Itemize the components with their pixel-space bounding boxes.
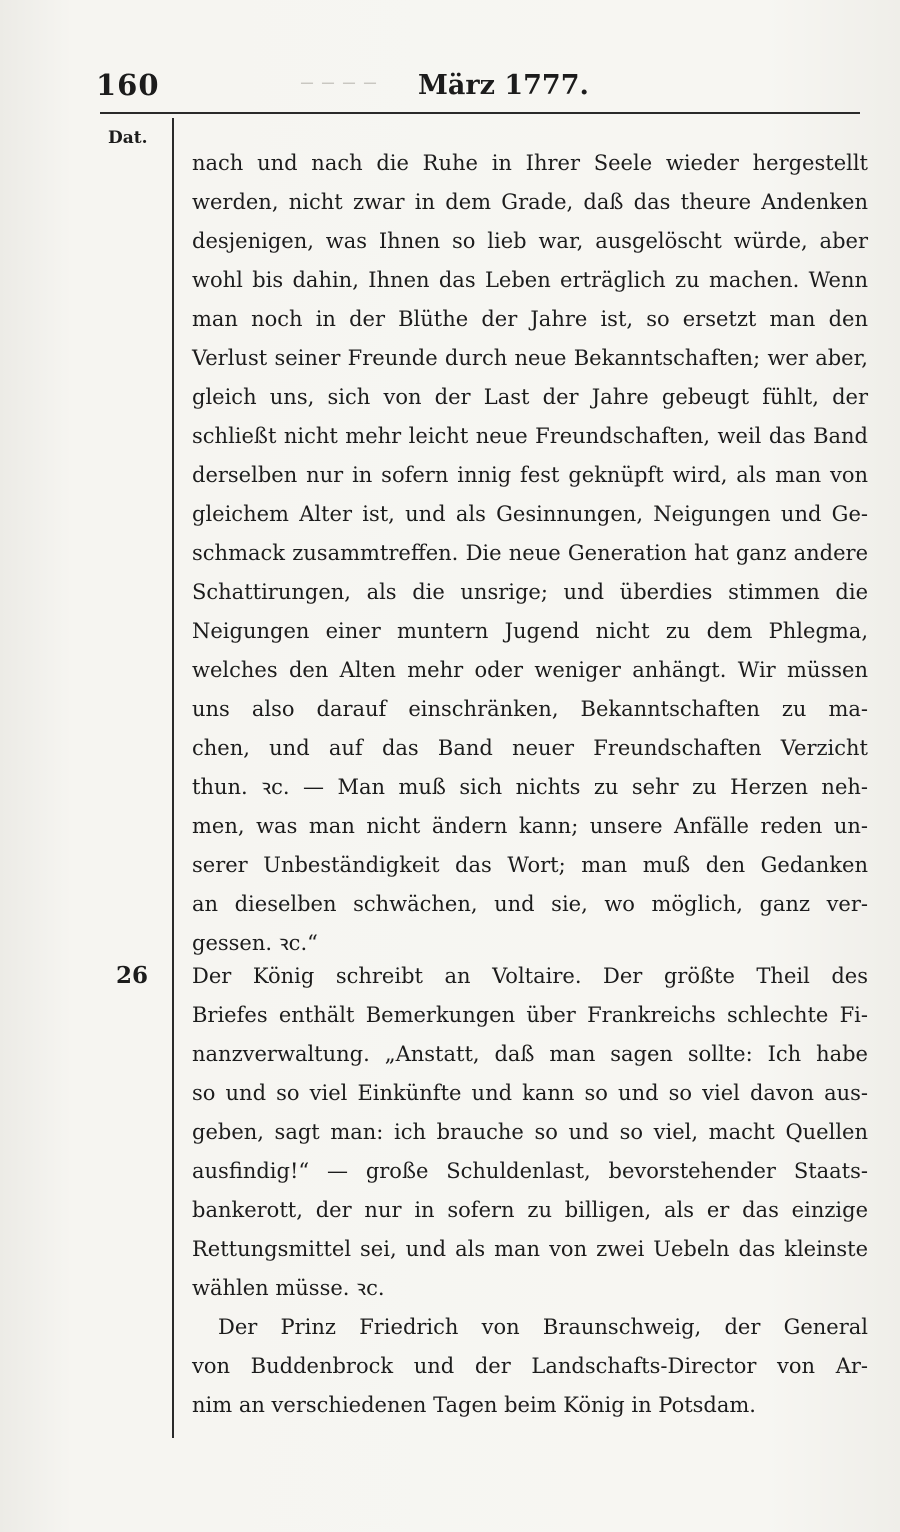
text-line: Der Prinz Friedrich von Braunschweig, der General xyxy=(218,1315,868,1339)
text-line: serer Unbeständigkeit das Wort; man muß den Gedanken xyxy=(192,853,868,877)
text-line: chen, und auf das Band neuer Freundschaften Verzicht xyxy=(192,736,868,760)
text-line: gleich uns, sich von der Last der Jahre gebeugt fühlt, der xyxy=(192,385,868,409)
text-line: werden, nicht zwar in dem Grade, daß das theure Andenken xyxy=(192,190,868,214)
date-column-rule xyxy=(172,118,174,1438)
text-line: Rettungsmittel sei, und als man von zwei Uebeln das kleinste xyxy=(192,1237,868,1261)
text-line: nim an verschiedenen Tagen beim König in Potsdam. xyxy=(192,1393,756,1417)
text-line: von Buddenbrock und der Landschafts-Director von Ar- xyxy=(192,1354,868,1378)
text-line: Schattirungen, als die unsrige; und überdies stimmen die xyxy=(192,580,868,604)
text-line: ausfindig!“ — große Schuldenlast, bevorstehender Staats- xyxy=(192,1159,868,1183)
text-line: Briefes enthält Bemerkungen über Frankreichs schlechte Fi- xyxy=(192,1003,868,1027)
text-line: geben, sagt man: ich brauche so und so viel, macht Quellen xyxy=(192,1120,868,1144)
text-line: bankerott, der nur in sofern zu billigen, als er das einzige xyxy=(192,1198,868,1222)
continued-entry xyxy=(192,144,868,963)
text-line: nach und nach die Ruhe in Ihrer Seele wieder hergestellt xyxy=(192,151,868,175)
text-line: men, was man nicht ändern kann; unsere Anfälle reden un- xyxy=(192,814,868,838)
text-line: Der König schreibt an Voltaire. Der größte Theil des xyxy=(192,964,868,988)
text-line: gleichem Alter ist, und als Gesinnungen, Neigungen und Ge- xyxy=(192,502,868,526)
text-line: man noch in der Blüthe der Jahre ist, so ersetzt man den xyxy=(192,307,868,331)
text-line: derselben nur in sofern innig fest geknüpft wird, als man von xyxy=(192,463,868,487)
text-line: gessen. ꝛc.“ xyxy=(192,931,318,955)
text-line: desjenigen, was Ihnen so lieb war, ausgelöscht würde, aber xyxy=(192,229,868,253)
header-rule xyxy=(100,112,860,114)
page-header xyxy=(88,64,860,108)
text-line: Verlust seiner Freunde durch neue Bekanntschaften; wer aber, xyxy=(192,346,868,370)
text-line: Neigungen einer muntern Jugend nicht zu dem Phlegma, xyxy=(192,619,868,643)
text-line: nanzverwaltung. „Anstatt, daß man sagen sollte: Ich habe xyxy=(192,1042,868,1066)
text-line: schließt nicht mehr leicht neue Freundschaften, weil das Band xyxy=(192,424,868,448)
date-column-label: Dat. xyxy=(108,128,148,148)
page-number: 160 xyxy=(96,68,160,102)
text-line: thun. ꝛc. — Man muß sich nichts zu sehr zu Herzen neh- xyxy=(192,775,868,799)
bleed-through-mark: ‒ ‒ ‒ ‒ xyxy=(300,70,377,95)
text-line: wohl bis dahin, Ihnen das Leben erträglich zu machen. Wenn xyxy=(192,268,868,292)
text-line: schmack zusammtreffen. Die neue Generation hat ganz andere xyxy=(192,541,868,565)
text-line: an dieselben schwächen, und sie, wo möglich, ganz ver- xyxy=(192,892,868,916)
text-line: so und so viel Einkünfte und kann so und so viel davon aus- xyxy=(192,1081,868,1105)
running-head: März 1777. xyxy=(418,70,589,101)
day-number: 26 xyxy=(116,962,149,989)
entry-26 xyxy=(192,957,868,1425)
text-line: welches den Alten mehr oder weniger anhängt. Wir müssen xyxy=(192,658,868,682)
text-line: wählen müsse. ꝛc. xyxy=(192,1276,385,1300)
text-line: uns also darauf einschränken, Bekanntschaften zu ma- xyxy=(192,697,868,721)
